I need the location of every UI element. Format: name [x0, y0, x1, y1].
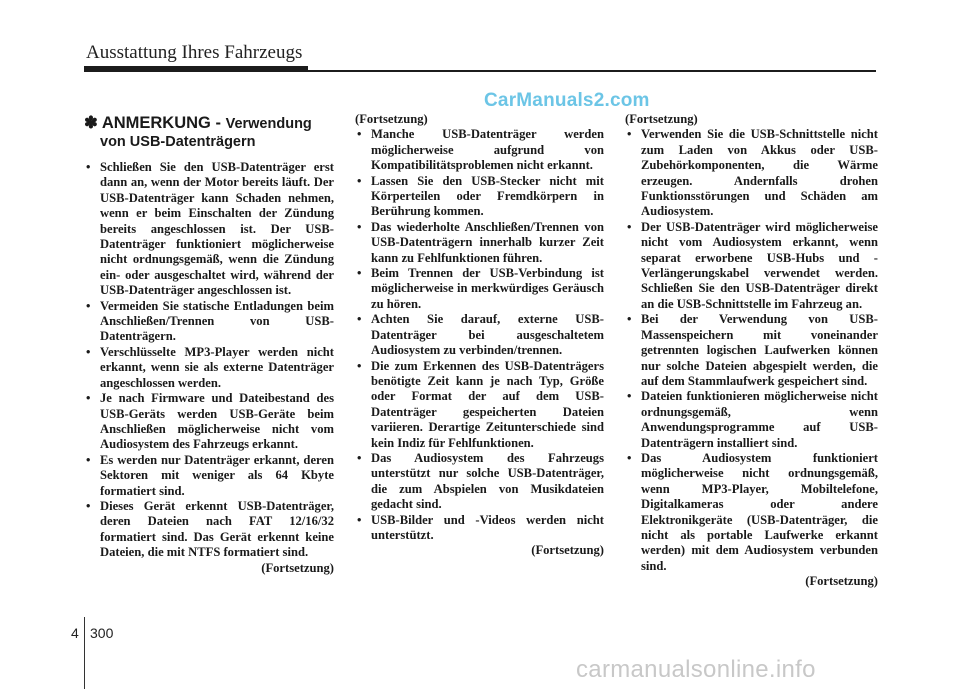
note-title-line2: von USB-Datenträgern	[100, 134, 256, 150]
header-rule-thick	[84, 66, 308, 72]
list-item: • Je nach Firmware und Dateibestand des USB-Geräts werden USB-Geräte beim Anschließen möglicherweise nicht vom Audiosystem des Fahrzeugs erkannt.	[84, 391, 334, 453]
continued-label: (Fortsetzung)	[805, 574, 878, 589]
continued-top-label: (Fortsetzung)	[355, 112, 428, 126]
list-item: • Dieses Gerät erkennt USB-Datenträger, deren Dateien nach FAT 12/16/32 formatiert sind. Das Gerät erkennt keine Dateien, die mit NTFS formatiert sind.	[84, 499, 334, 561]
list-item: • Es werden nur Datenträger erkannt, deren Sektoren mit weniger als 64 Kbyte formatiert sind.	[84, 453, 334, 499]
list-item: • Verschlüsselte MP3-Player werden nicht erkannt, wenn sie als externe Datenträger angeschlossen werden.	[84, 345, 334, 391]
list-item: • Der USB-Datenträger wird möglicherweise nicht vom Audiosystem erkannt, wenn separat erworbene USB-Hubs und -Verlängerungskabel verwendet werden. Schließen Sie den USB-Datenträger direkt an die USB-Schnittstelle im Fahrzeug an.	[625, 220, 878, 312]
page-number: 300	[90, 625, 114, 641]
list-item: • Das wiederholte Anschließen/Trennen von USB-Datenträgern innerhalb kurzer Zeit kann zu Fehlfunktionen führen.	[355, 220, 604, 266]
continued-label: (Fortsetzung)	[531, 543, 604, 558]
list-item: • Das Audiosystem funktioniert möglicherweise nicht ordnungsgemäß, wenn MP3-Player, Mobiltelefone, Digitalkameras oder andere Elektronikgeräte (USB-Datenträger, die nicht als portable Laufwerke erkannt werden) mit dem Audiosystem verbunden sind.	[625, 451, 878, 574]
list-item: • Achten Sie darauf, externe USB-Datenträger bei ausgeschaltetem Audiosystem zu verbinden/trennen.	[355, 312, 604, 358]
note-heading	[84, 114, 334, 151]
list-item: • Manche USB-Datenträger werden möglicherweise aufgrund von Kompatibilitätsproblemen nicht erkannt.	[355, 127, 604, 173]
header-rule-thin	[308, 70, 876, 72]
note-title-line1: Verwendung	[225, 116, 312, 132]
list-item: • Das Audiosystem des Fahrzeugs unterstützt nur solche USB-Datenträger, die zum Abspielen von Musikdateien gedacht sind.	[355, 451, 604, 513]
watermark-top: CarManuals2.com	[484, 90, 650, 111]
list-item: • Lassen Sie den USB-Stecker nicht mit Körperteilen oder Fremdkörpern in Berührung kommen.	[355, 174, 604, 220]
continued-label: (Fortsetzung)	[261, 560, 334, 575]
bullet-list-col2	[355, 127, 604, 543]
watermark-bottom: carmanualsonline.info	[576, 656, 816, 683]
list-item: • Vermeiden Sie statische Entladungen beim Anschließen/Trennen von USB-Datenträgern.	[84, 299, 334, 345]
bullet-list-col3	[625, 127, 878, 574]
note-symbol-icon: ✽	[84, 114, 98, 132]
chapter-number: 4	[71, 625, 79, 641]
text-column-2	[355, 112, 604, 559]
note-label: ANMERKUNG -	[101, 114, 221, 132]
list-item: • Dateien funktionieren möglicherweise nicht ordnungsgemäß, wenn Anwendungsprogramme auf USB-Datenträgern installiert sind.	[625, 389, 878, 451]
bullet-list-col1	[84, 160, 334, 561]
list-item: • Beim Trennen der USB-Verbindung ist möglicherweise in merkwürdiges Geräusch zu hören.	[355, 266, 604, 312]
list-item: • USB-Bilder und -Videos werden nicht unterstützt.	[355, 513, 604, 544]
list-item: • Verwenden Sie die USB-Schnittstelle nicht zum Laden von Akkus oder USB-Zubehörkomponenten, die Wärme erzeugen. Andernfalls drohen Funktionsstörungen und Schäden am Audiosystem.	[625, 127, 878, 219]
footer-rule	[84, 617, 85, 689]
list-item: • Schließen Sie den USB-Datenträger erst dann an, wenn der Motor bereits läuft. Der USB-Datenträger kann Schaden nehmen, wenn er beim Einschalten der Zündung bereits angeschlossen ist. Der USB-Datenträger funktioniert möglicherweise nicht ordnungsgemäß, wenn die Zündung ein- oder ausgeschaltet wird, während der USB-Datenträger angeschlossen ist.	[84, 160, 334, 299]
text-column-1	[84, 112, 334, 576]
text-column-3	[625, 112, 878, 590]
list-item: • Die zum Erkennen des USB-Datenträgers benötigte Zeit kann je nach Typ, Größe oder Format der auf dem USB-Datenträger gespeicherten Dateien variieren. Derartige Zeitunterschiede sind kein Indiz für Fehlfunktionen.	[355, 359, 604, 451]
continued-top-label: (Fortsetzung)	[625, 112, 698, 126]
section-title: Ausstattung Ihres Fahrzeugs	[86, 42, 303, 63]
list-item: • Bei der Verwendung von USB-Massenspeichern mit voneinander getrennten logischen Laufwerken können nur solche Dateien abgespielt werden, die auf dem Stammlaufwerk gespeichert sind.	[625, 312, 878, 389]
